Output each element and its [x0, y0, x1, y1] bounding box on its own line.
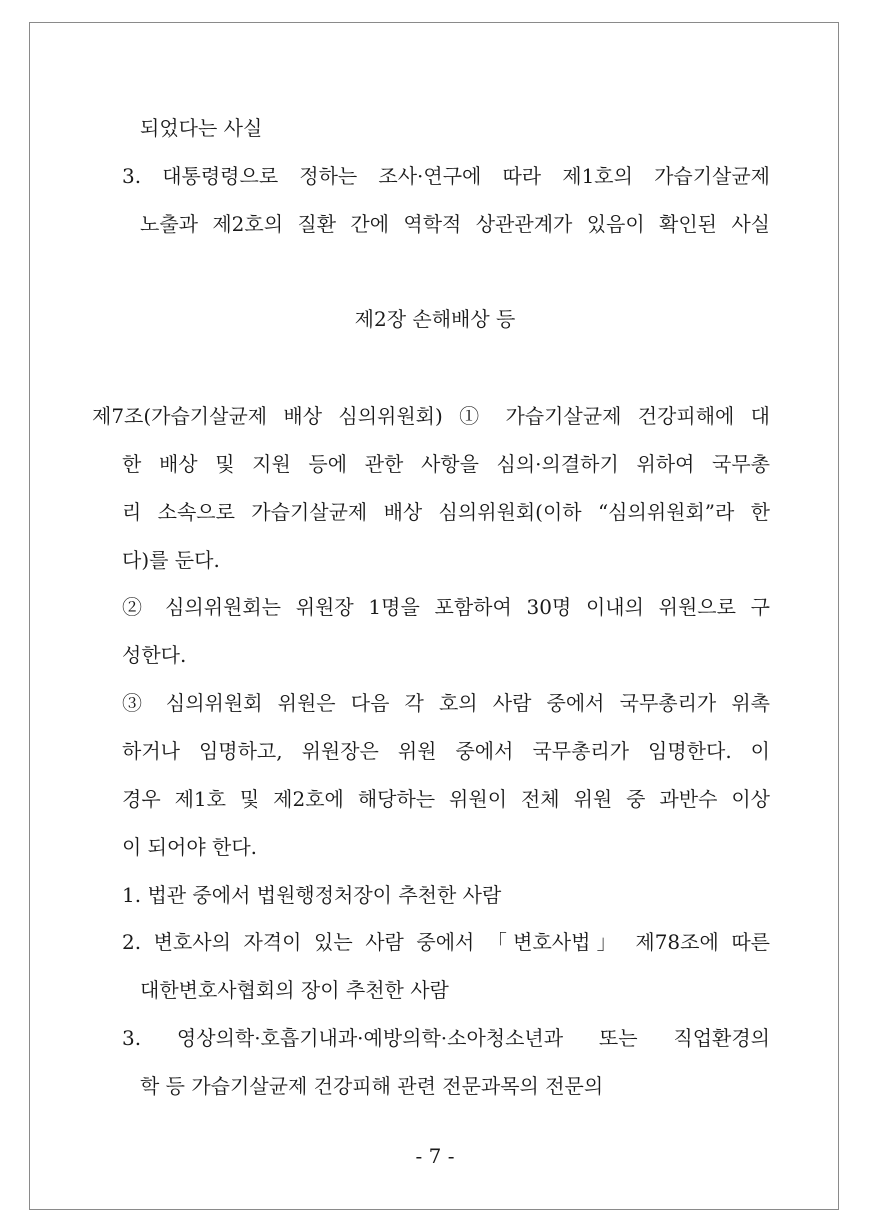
- text-line: 학 등 가습기살균제 건강피해 관련 전문과목의 전문의: [140, 1074, 604, 1098]
- text-line: 노출과 제2호의 질환 간에 역학적 상관관계가 있음이 확인된 사실: [140, 212, 770, 236]
- list-item: 2. 변호사의 자격이 있는 사람 중에서 「변호사법」 제78조에 따른: [122, 930, 770, 954]
- text-line: 이 되어야 한다.: [122, 835, 257, 859]
- chapter-heading: 제2장 손해배상 등: [354, 307, 516, 331]
- text-line: 성한다.: [122, 643, 187, 667]
- text-line: 되었다는 사실: [140, 116, 263, 140]
- text-line: 하거나 임명하고, 위원장은 위원 중에서 국무총리가 임명한다. 이: [122, 739, 770, 763]
- text-line: 대한변호사협회의 장이 추천한 사람: [140, 978, 449, 1002]
- text-line: 다)를 둔다.: [122, 548, 220, 572]
- text-line: ② 심의위원회는 위원장 1명을 포함하여 30명 이내의 위원으로 구: [122, 595, 770, 619]
- text-line: 한 배상 및 지원 등에 관한 사항을 심의·의결하기 위하여 국무총: [122, 452, 770, 476]
- text-line: ③ 심의위원회 위원은 다음 각 호의 사람 중에서 국무총리가 위촉: [122, 691, 770, 715]
- article-heading: 제7조(가습기살균제 배상 심의위원회) ① 가습기살균제 건강피해에 대: [92, 404, 770, 428]
- list-item: 1. 법관 중에서 법원행정처장이 추천한 사람: [122, 883, 502, 907]
- page-number: - 7 -: [415, 1144, 455, 1168]
- list-item: 3. 영상의학·호흡기내과·예방의학·소아청소년과 또는 직업환경의: [122, 1026, 770, 1050]
- text-line: 리 소속으로 가습기살균제 배상 심의위원회(이하 “심의위원회”라 한: [122, 500, 770, 524]
- text-line: 3. 대통령령으로 정하는 조사·연구에 따라 제1호의 가습기살균제: [122, 164, 770, 188]
- text-line: 경우 제1호 및 제2호에 해당하는 위원이 전체 위원 중 과반수 이상: [122, 787, 770, 811]
